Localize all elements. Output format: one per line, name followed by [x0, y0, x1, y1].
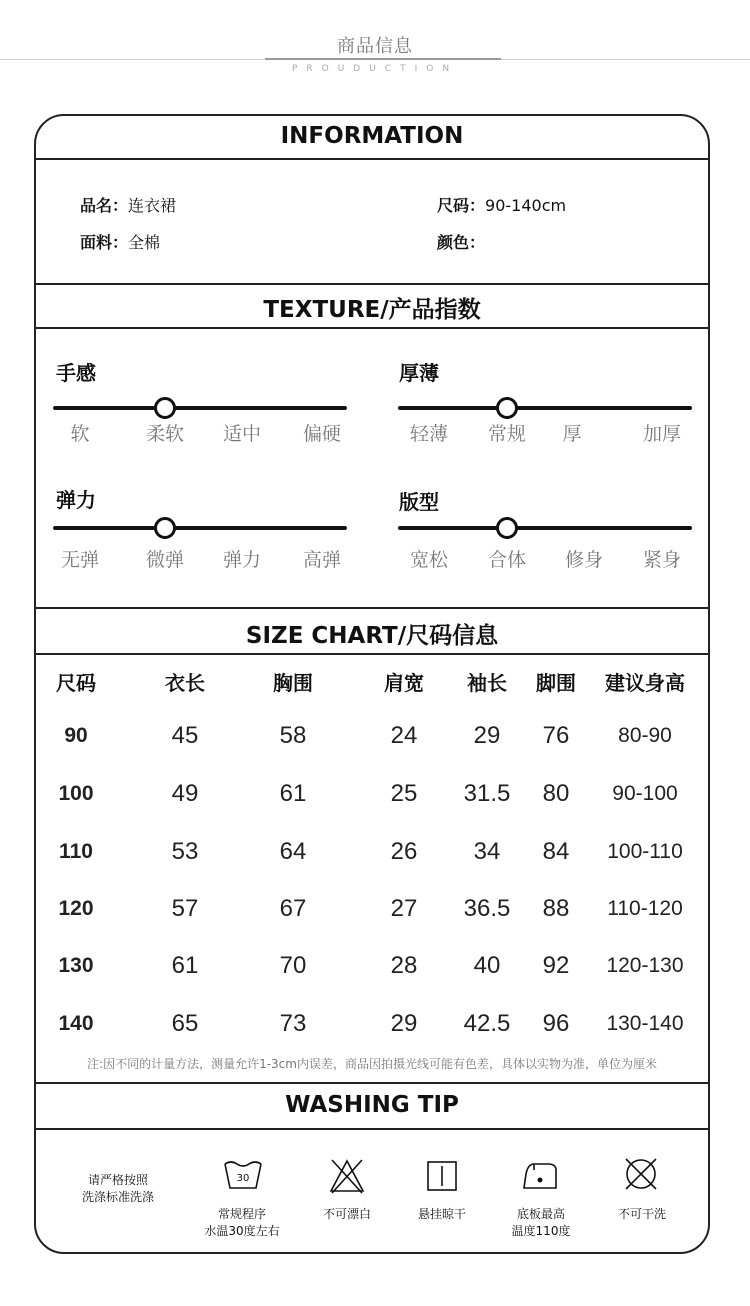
scale-word: 合体 — [487, 549, 526, 571]
size-chart-cell: 90 — [64, 724, 88, 747]
info-name-label: 品名： — [80, 196, 129, 215]
texture-scale-marker — [496, 397, 518, 419]
header-divider-accent — [265, 58, 501, 60]
texture-label-hand-feel: 手感 — [56, 361, 96, 385]
texture-scale-line — [398, 526, 692, 530]
washing-item-no-dry-clean — [600, 1206, 684, 1223]
divider — [34, 1082, 710, 1084]
scale-word: 无弹 — [60, 549, 99, 571]
size-chart-header-cell: 衣长 — [165, 671, 205, 695]
info-size — [437, 193, 566, 216]
scale-word: 高弹 — [302, 549, 341, 571]
scale-word: 偏硬 — [302, 423, 341, 445]
size-chart-header-cell: 袖长 — [467, 671, 507, 695]
size-chart-cell: 120 — [58, 897, 94, 920]
scale-word: 加厚 — [642, 423, 681, 445]
size-chart-cell: 49 — [171, 780, 199, 807]
size-chart-title: SIZE CHART/尺码信息 — [245, 623, 499, 649]
texture-scale-line — [53, 526, 347, 530]
size-chart-cell: 58 — [279, 722, 307, 749]
page-header-title: 商品信息 — [337, 36, 413, 57]
size-chart-cell: 70 — [279, 952, 307, 979]
size-chart-header-cell: 胸围 — [273, 671, 313, 695]
size-chart-cell: 57 — [171, 895, 199, 922]
size-chart-cell: 100 — [58, 782, 94, 805]
scale-word: 软 — [70, 423, 90, 445]
information-title: INFORMATION — [280, 123, 464, 149]
size-chart-cell: 45 — [171, 722, 199, 749]
divider — [34, 283, 710, 285]
size-chart-cell: 67 — [279, 895, 307, 922]
washing-title: WASHING TIP — [285, 1092, 459, 1118]
texture-label-elasticity: 弹力 — [56, 488, 96, 512]
size-chart-cell: 53 — [171, 838, 199, 865]
info-color — [437, 230, 485, 253]
size-chart-cell: 76 — [542, 722, 570, 749]
scale-word: 微弹 — [145, 549, 184, 571]
texture-scale-marker — [496, 517, 518, 539]
hang-dry-icon — [426, 1160, 458, 1192]
size-chart-cell: 110-120 — [607, 897, 683, 920]
texture-title: TEXTURE/产品指数 — [263, 297, 481, 323]
size-chart-cell: 36.5 — [463, 895, 511, 922]
size-chart-header-cell: 肩宽 — [384, 671, 424, 695]
info-name-value: 连衣裙 — [128, 196, 177, 215]
info-size-label: 尺码： — [437, 196, 486, 215]
info-name — [80, 193, 176, 216]
size-chart-cell: 29 — [390, 1010, 418, 1037]
washing-intro-line2: 洗涤标准洗涤 — [81, 1190, 154, 1204]
size-chart-cell: 25 — [390, 780, 418, 807]
size-chart-cell: 64 — [279, 838, 307, 865]
scale-word: 柔软 — [145, 423, 184, 445]
washing-item-line1: 不可干洗 — [617, 1207, 666, 1221]
size-chart-cell: 96 — [542, 1010, 570, 1037]
washing-item-no-bleach — [305, 1206, 389, 1223]
no-bleach-icon — [328, 1157, 366, 1195]
texture-scale-marker — [154, 397, 176, 419]
washing-item-iron — [498, 1206, 584, 1240]
size-chart-cell: 61 — [171, 952, 199, 979]
size-chart-cell: 61 — [279, 780, 307, 807]
size-chart-cell: 73 — [279, 1010, 307, 1037]
scale-word: 厚 — [562, 423, 582, 445]
washing-item-normal — [190, 1206, 294, 1240]
scale-word: 宽松 — [409, 549, 448, 571]
scale-word: 轻薄 — [409, 423, 448, 445]
scale-word: 紧身 — [642, 549, 681, 571]
texture-scale-line — [398, 406, 692, 410]
size-chart-cell: 80 — [542, 780, 570, 807]
page-header-subtitle: PROUDUCTION — [291, 64, 459, 74]
size-chart-cell: 42.5 — [463, 1010, 511, 1037]
info-color-label: 颜色： — [437, 233, 486, 252]
size-chart-cell: 120-130 — [606, 954, 684, 977]
wash-30-icon — [222, 1158, 264, 1192]
size-chart-cell: 92 — [542, 952, 570, 979]
size-chart-cell: 140 — [58, 1012, 94, 1035]
divider — [34, 1128, 710, 1130]
scale-word: 适中 — [222, 423, 261, 445]
size-chart-header-cell: 建议身高 — [605, 671, 685, 695]
size-chart-cell: 90-100 — [612, 782, 678, 805]
size-chart-cell: 110 — [59, 840, 93, 863]
info-fabric-value: 全棉 — [128, 233, 161, 252]
iron-icon — [520, 1160, 560, 1192]
divider — [34, 158, 710, 160]
wash-temperature-text: 30 — [236, 1173, 250, 1184]
scale-word: 弹力 — [222, 549, 261, 571]
washing-intro — [68, 1172, 168, 1206]
size-chart-cell: 130-140 — [606, 1012, 684, 1035]
texture-label-fit: 版型 — [399, 490, 439, 514]
info-fabric-label: 面料： — [80, 233, 129, 252]
size-chart-header-cell: 尺码 — [56, 671, 96, 695]
size-chart-cell: 88 — [542, 895, 570, 922]
washing-item-line1: 不可漂白 — [322, 1207, 371, 1221]
size-chart-cell: 31.5 — [463, 780, 511, 807]
divider — [34, 653, 710, 655]
washing-item-line2: 温度110度 — [511, 1224, 571, 1238]
washing-item-line1: 底板最高 — [516, 1207, 565, 1221]
size-chart-cell: 40 — [473, 952, 501, 979]
size-chart-cell: 29 — [473, 722, 501, 749]
size-chart-header-cell: 脚围 — [536, 671, 576, 695]
divider — [34, 327, 710, 329]
size-chart-cell: 34 — [473, 838, 501, 865]
info-fabric — [80, 230, 160, 253]
size-chart-cell: 24 — [390, 722, 418, 749]
size-chart-cell: 27 — [390, 895, 418, 922]
size-chart-cell: 130 — [58, 954, 94, 977]
size-chart-cell: 84 — [542, 838, 570, 865]
size-chart-cell: 26 — [390, 838, 418, 865]
washing-item-line1: 悬挂晾干 — [417, 1207, 466, 1221]
texture-scale-line — [53, 406, 347, 410]
scale-word: 常规 — [487, 423, 526, 445]
divider — [34, 607, 710, 609]
size-chart-cell: 28 — [390, 952, 418, 979]
washing-item-hang-dry — [400, 1206, 484, 1223]
size-chart-cell: 65 — [171, 1010, 199, 1037]
texture-label-thickness: 厚薄 — [399, 361, 439, 385]
texture-scale-marker — [154, 517, 176, 539]
size-chart-cell: 80-90 — [618, 724, 672, 747]
size-chart-note: 注:因不同的计量方法，测量允许1-3cm内误差，商品因拍摄光线可能有色差，具体以实物为准，单位为厘米 — [87, 1057, 657, 1071]
scale-word: 修身 — [564, 549, 603, 571]
washing-intro-line1: 请严格按照 — [87, 1173, 148, 1187]
washing-item-line2: 水温30度左右 — [204, 1224, 280, 1238]
washing-item-line1: 常规程序 — [217, 1207, 266, 1221]
size-chart-cell: 100-110 — [607, 840, 683, 863]
no-dry-clean-icon — [622, 1155, 660, 1193]
info-size-value: 90-140cm — [485, 196, 567, 215]
